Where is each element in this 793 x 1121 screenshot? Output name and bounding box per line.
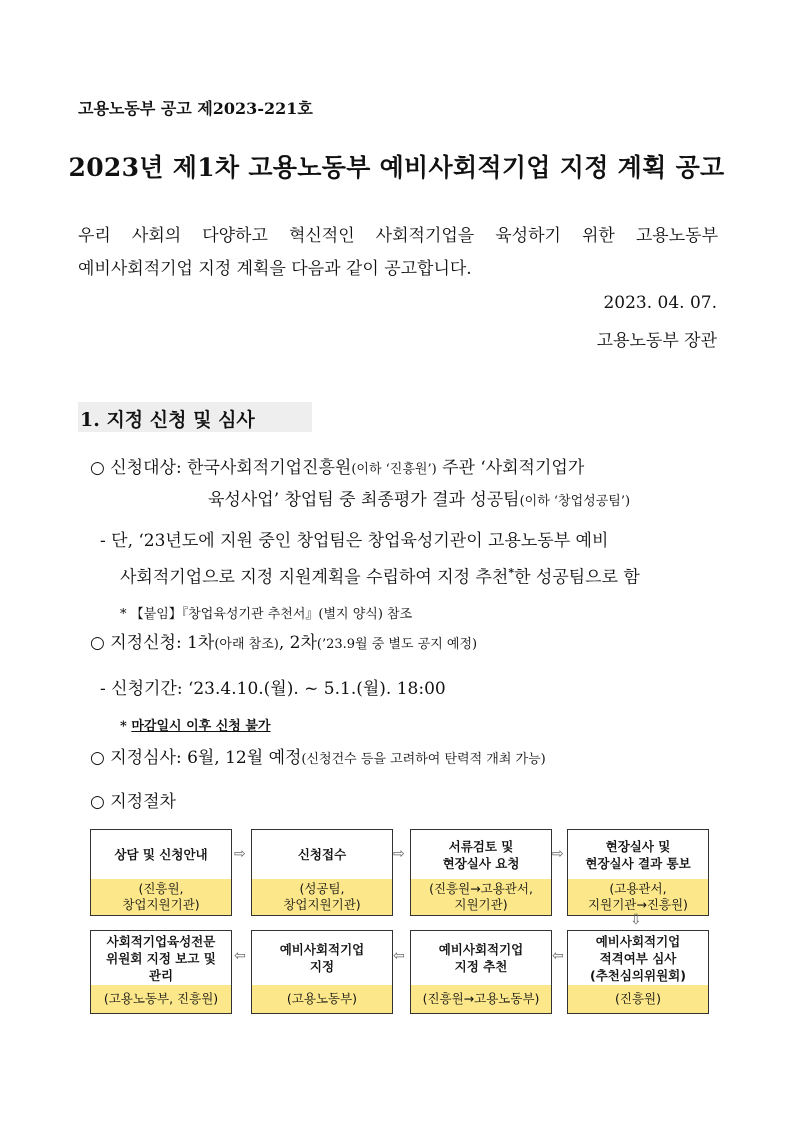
arrow-right-icon: ⇨ <box>552 846 564 862</box>
page-title: 2023년 제1차 고용노동부 예비사회적기업 지정 계획 공고 <box>68 153 725 182</box>
flow-step-actor: (고용노동부) <box>252 985 392 1013</box>
bullet-circle: ○ <box>90 633 105 653</box>
flow-step-title: 서류검토 및 현장실사 요청 <box>442 838 520 871</box>
review-line <box>90 748 546 770</box>
target-abbr: (이하 ‘진흥원’) <box>351 462 437 477</box>
apply-line <box>90 633 477 655</box>
deadline-text: 마감일시 이후 신청 불가 <box>131 719 271 734</box>
flow-step-designation <box>251 930 393 1014</box>
target-org: 한국사회적기업진흥원 <box>187 458 352 478</box>
intro-line-2: 예비사회적기업 지정 계획을 다음과 같이 공고합니다. <box>78 259 472 279</box>
flow-step-title: 현장실사 및 현장실사 결과 통보 <box>585 838 691 871</box>
apply-label: 지정신청: 1차 <box>110 633 215 653</box>
target-line2-abbr: (이하 ‘창업성공팀’) <box>519 494 631 509</box>
section-title: 1. 지정 신청 및 심사 <box>80 409 255 431</box>
arrow-down-icon: ⇩ <box>630 912 642 928</box>
exception-line-1: - 단, ‘23년도에 지원 중인 창업팀은 창업육성기관이 고용노동부 예비 <box>100 531 609 551</box>
flow-step-title: 상담 및 신청안내 <box>114 847 208 862</box>
arrow-right-icon: ⇨ <box>234 846 246 862</box>
flow-step-title: 사회적기업육성전문 위원회 지정 보고 및 관리 <box>106 933 216 983</box>
arrow-left-icon: ⇦ <box>393 948 405 964</box>
bullet-circle: ○ <box>90 748 105 768</box>
exception-star: * <box>508 566 515 579</box>
flow-step-title: 예비사회적기업 적격여부 심사 (추천심의위원회) <box>590 933 686 983</box>
flow-step-actor: (진흥원) <box>568 985 708 1013</box>
flow-step-actor: (진흥원→고용관서, 지원기관) <box>411 879 551 915</box>
apply-period: - 신청기간: ‘23.4.10.(월). ~ 5.1.(월). 18:00 <box>100 679 446 699</box>
flow-step-site-inspection <box>567 829 709 916</box>
review-label: 지정심사: 6월, 12월 예정 <box>110 748 302 768</box>
flow-step-actor: (진흥원→고용노동부) <box>411 985 551 1013</box>
target-line-2 <box>208 490 630 512</box>
attachment-note: * 【붙임】『창업육성기관 추천서』(별지 양식) 참조 <box>120 607 413 622</box>
bullet-circle: ○ <box>90 458 105 478</box>
arrow-left-icon: ⇦ <box>234 948 246 964</box>
flow-step-consult <box>90 829 232 916</box>
exception-text-a: 사회적기업으로 지정 지원계획을 수립하여 지정 추천 <box>120 567 509 588</box>
deadline-star: * <box>120 719 132 734</box>
flow-step-committee-report <box>90 930 232 1014</box>
flow-step-title: 예비사회적기업 지정 추천 <box>438 942 524 974</box>
target-label: 신청대상: <box>110 458 182 478</box>
apply-note-2: (’23.9월 중 별도 공지 예정) <box>316 637 478 652</box>
flow-step-receipt <box>251 829 393 916</box>
exception-line-2 <box>120 563 640 588</box>
apply-note-1: (아래 참조) <box>214 637 279 652</box>
procedure-line <box>90 792 176 812</box>
exception-text-b: 한 성공팀으로 함 <box>514 567 640 588</box>
target-line2-main: 육성사업’ 창업팀 중 최종평가 결과 성공팀 <box>208 490 520 510</box>
intro-line-1: 우리 사회의 다양하고 혁신적인 사회적기업을 육성하기 위한 고용노동부 <box>78 226 718 246</box>
flow-step-recommendation <box>410 930 552 1014</box>
flow-step-actor: (고용노동부, 진흥원) <box>91 985 231 1013</box>
flow-step-doc-review <box>410 829 552 916</box>
flow-step-actor: (진흥원, 창업지원기관) <box>91 879 231 915</box>
arrow-left-icon: ⇦ <box>552 948 564 964</box>
flow-step-actor: (고용관서, 지원기관→진흥원) <box>568 879 708 915</box>
procedure-label: 지정절차 <box>110 792 176 812</box>
deadline-note <box>120 715 271 734</box>
bullet-circle: ○ <box>90 792 105 812</box>
review-note: (신청건수 등을 고려하여 탄력적 개최 가능) <box>301 752 546 767</box>
arrow-right-icon: ⇨ <box>393 846 405 862</box>
notice-number: 고용노동부 공고 제2023-221호 <box>78 99 313 118</box>
flow-step-actor: (성공팀, 창업지원기관) <box>252 879 392 915</box>
target-rest: 주관 ‘사회적기업가 <box>442 458 585 478</box>
flow-step-eligibility-review <box>567 930 709 1014</box>
notice-date: 2023. 04. 07. <box>603 293 717 313</box>
flow-step-title: 신청접수 <box>297 847 347 862</box>
flow-step-title: 예비사회적기업 지정 <box>279 942 365 974</box>
target-line <box>90 458 584 480</box>
minister-signature: 고용노동부 장관 <box>596 331 717 351</box>
apply-mid: , 2차 <box>278 633 317 653</box>
